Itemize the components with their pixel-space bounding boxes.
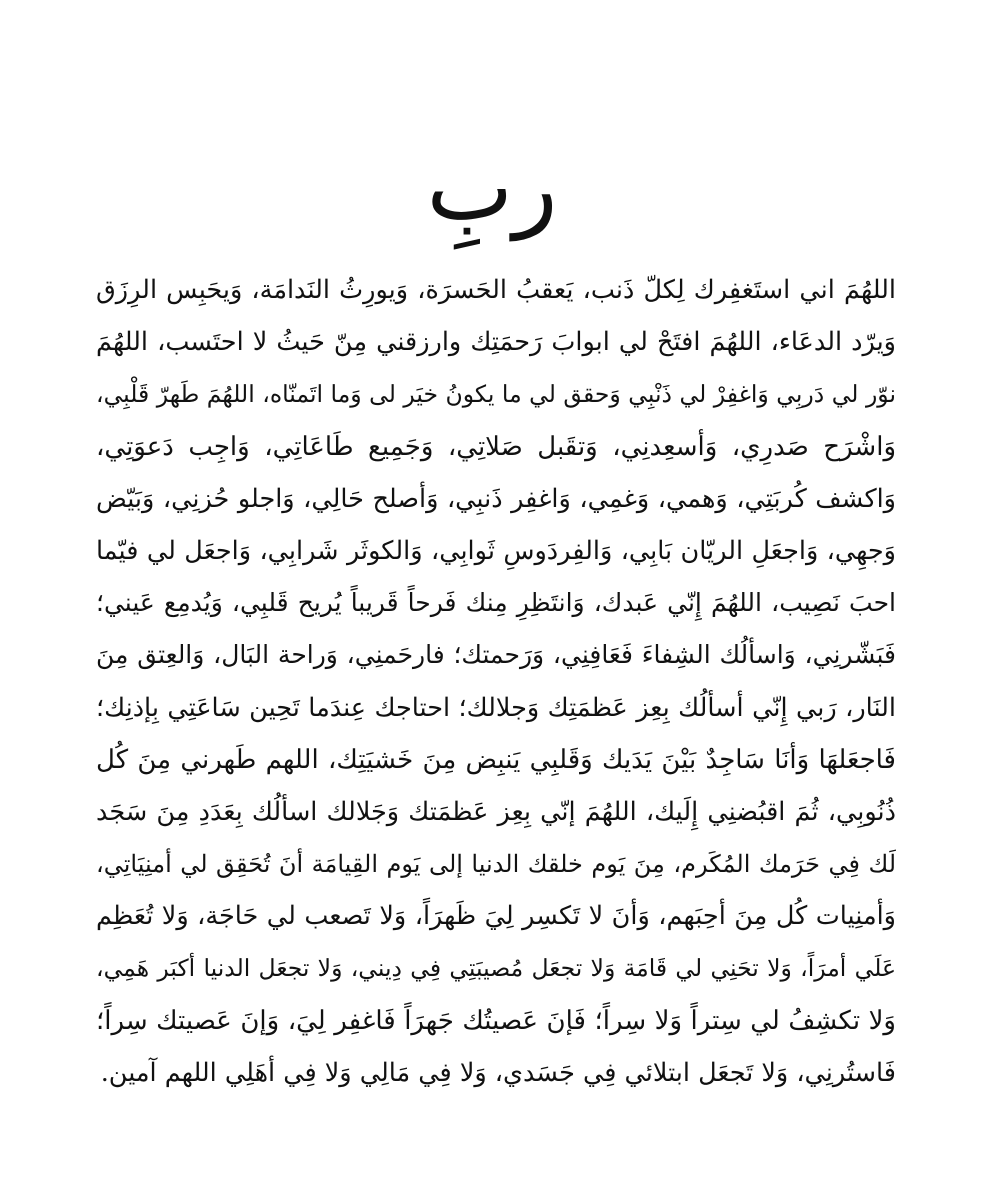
page-title: ربِ (426, 134, 558, 241)
text-line-5: وَاكشف كُربَتِي، وَهمي، وَغمِي، وَاغفِر ذَنبِي، وَأصلح حَالِي، وَاجلو حُزنِي، وَبَيّض (96, 483, 896, 514)
text-line-6: وَجهِي، وَاجعَلِ الريّان بَابِي، وَالفِردَوسِ ثَوابِي، وَالكوثَر شَرابِي، وَاجعَل لي فيّما (96, 535, 896, 566)
text-line-9: النَار، رَبي إِنّي أسألُك بِعِز عَظمَتِك وَجلالك؛ احتاجك عِندَما تَحِين سَاعَتِي بِإذنِك؛ (96, 692, 896, 723)
text-line-2: وَيرّد الدعَاء، اللهُمَ افتَحْ لي ابوابَ رَحمَتِك وارزقني مِنّ حَيثُ لا احتَسب، اللهُمَ (96, 327, 896, 358)
text-line-15: وَلا تكشِفُ لي سِتراً وَلا سِراً؛ فَإنَ عَصيتُك جَهرَاً فَاغفِر لِيَ، وَإنَ عَصيتك سِراً؛ (96, 1005, 896, 1036)
text-line-3: نوّر لي دَربِي وَاغفِرْ لي ذَنْبِي وَحقق لي ما يكونُ خيَر لى وَما اتَمنّاه، اللهُمَ طَهرّ قَلْبِي، (96, 380, 896, 409)
text-line-16: فَاستُرنِي، وَلا تَجعَل ابتلائي فِي جَسَدي، وَلا فِي مَالِي وَلا فِي أهَلِي اللهم آمين. (100, 1057, 896, 1088)
text-line-11: ذُنُوبِي، ثُمَ اقبُضنِي إِلَيك، اللهُمَ إنّي بِعِز عَظمَتك وَجَلالك اسألُك بِعَدَدِ مِنَ سَجَد (96, 796, 896, 827)
text-line-10: فَاجعَلهَا وَأنَا سَاجِدٌ بَيْنَ يَدَيك وَقَلبِي يَنبِض مِنَ خَشيَتِك، اللهم طَهرني مِنَ كُل (96, 744, 896, 775)
text-line-4: وَاشْرَح صَدرِي، وَأسعِدنِي، وَتقَبل صَلاتِي، وَجَمِيع طَاعَاتِي، وَاجِب دَعوَتِي، (96, 431, 896, 462)
text-line-1: اللهُمَ اني استَغفِرك لِكلّ ذَنب، يَعقبُ الحَسرَة، وَيورِثُ النَدامَة، وَيحَبِس الرِزَق (96, 275, 896, 305)
text-line-8: فَبَشّرنِي، وَاسألُك الشِفاءَ فَعَافِنِي، وَرَحمتك؛ فارحَمنِي، وَراحة البَال، وَالعِتق مِنَ (96, 640, 896, 670)
text-line-13: وَأمنِيات كُل مِنَ أحِبَهم، وَأنَ لا تَكسِر لِيَ ظَهرَاً، وَلا تَصعب لي حَاجَة، وَلا تُعَظِم (96, 901, 896, 932)
text-line-14: عَلَي أمرَاً، وَلا تحَنِي لي قَامَة وَلا تجعَل مُصيبَتِي فِي دِيني، وَلا تجعَل الدنيا أكبَر هَمِي، (96, 954, 896, 983)
text-line-12: لَك فِي حَرَمك المُكَرم، مِنَ يَوم خلقك الدنيا إلى يَوم القِيامَة أنَ تُحَقِق لي أمنِيَاتِي، (96, 850, 896, 879)
prayer-text (96, 264, 896, 1099)
text-line-7: احبَ نَصِيب، اللهُمَ إِنّي عَبدك، وَانتَظِرِ مِنك فَرحاً قَريباً يُريح قَلبِي، وَيُدمِع عَيني؛ (96, 588, 896, 618)
